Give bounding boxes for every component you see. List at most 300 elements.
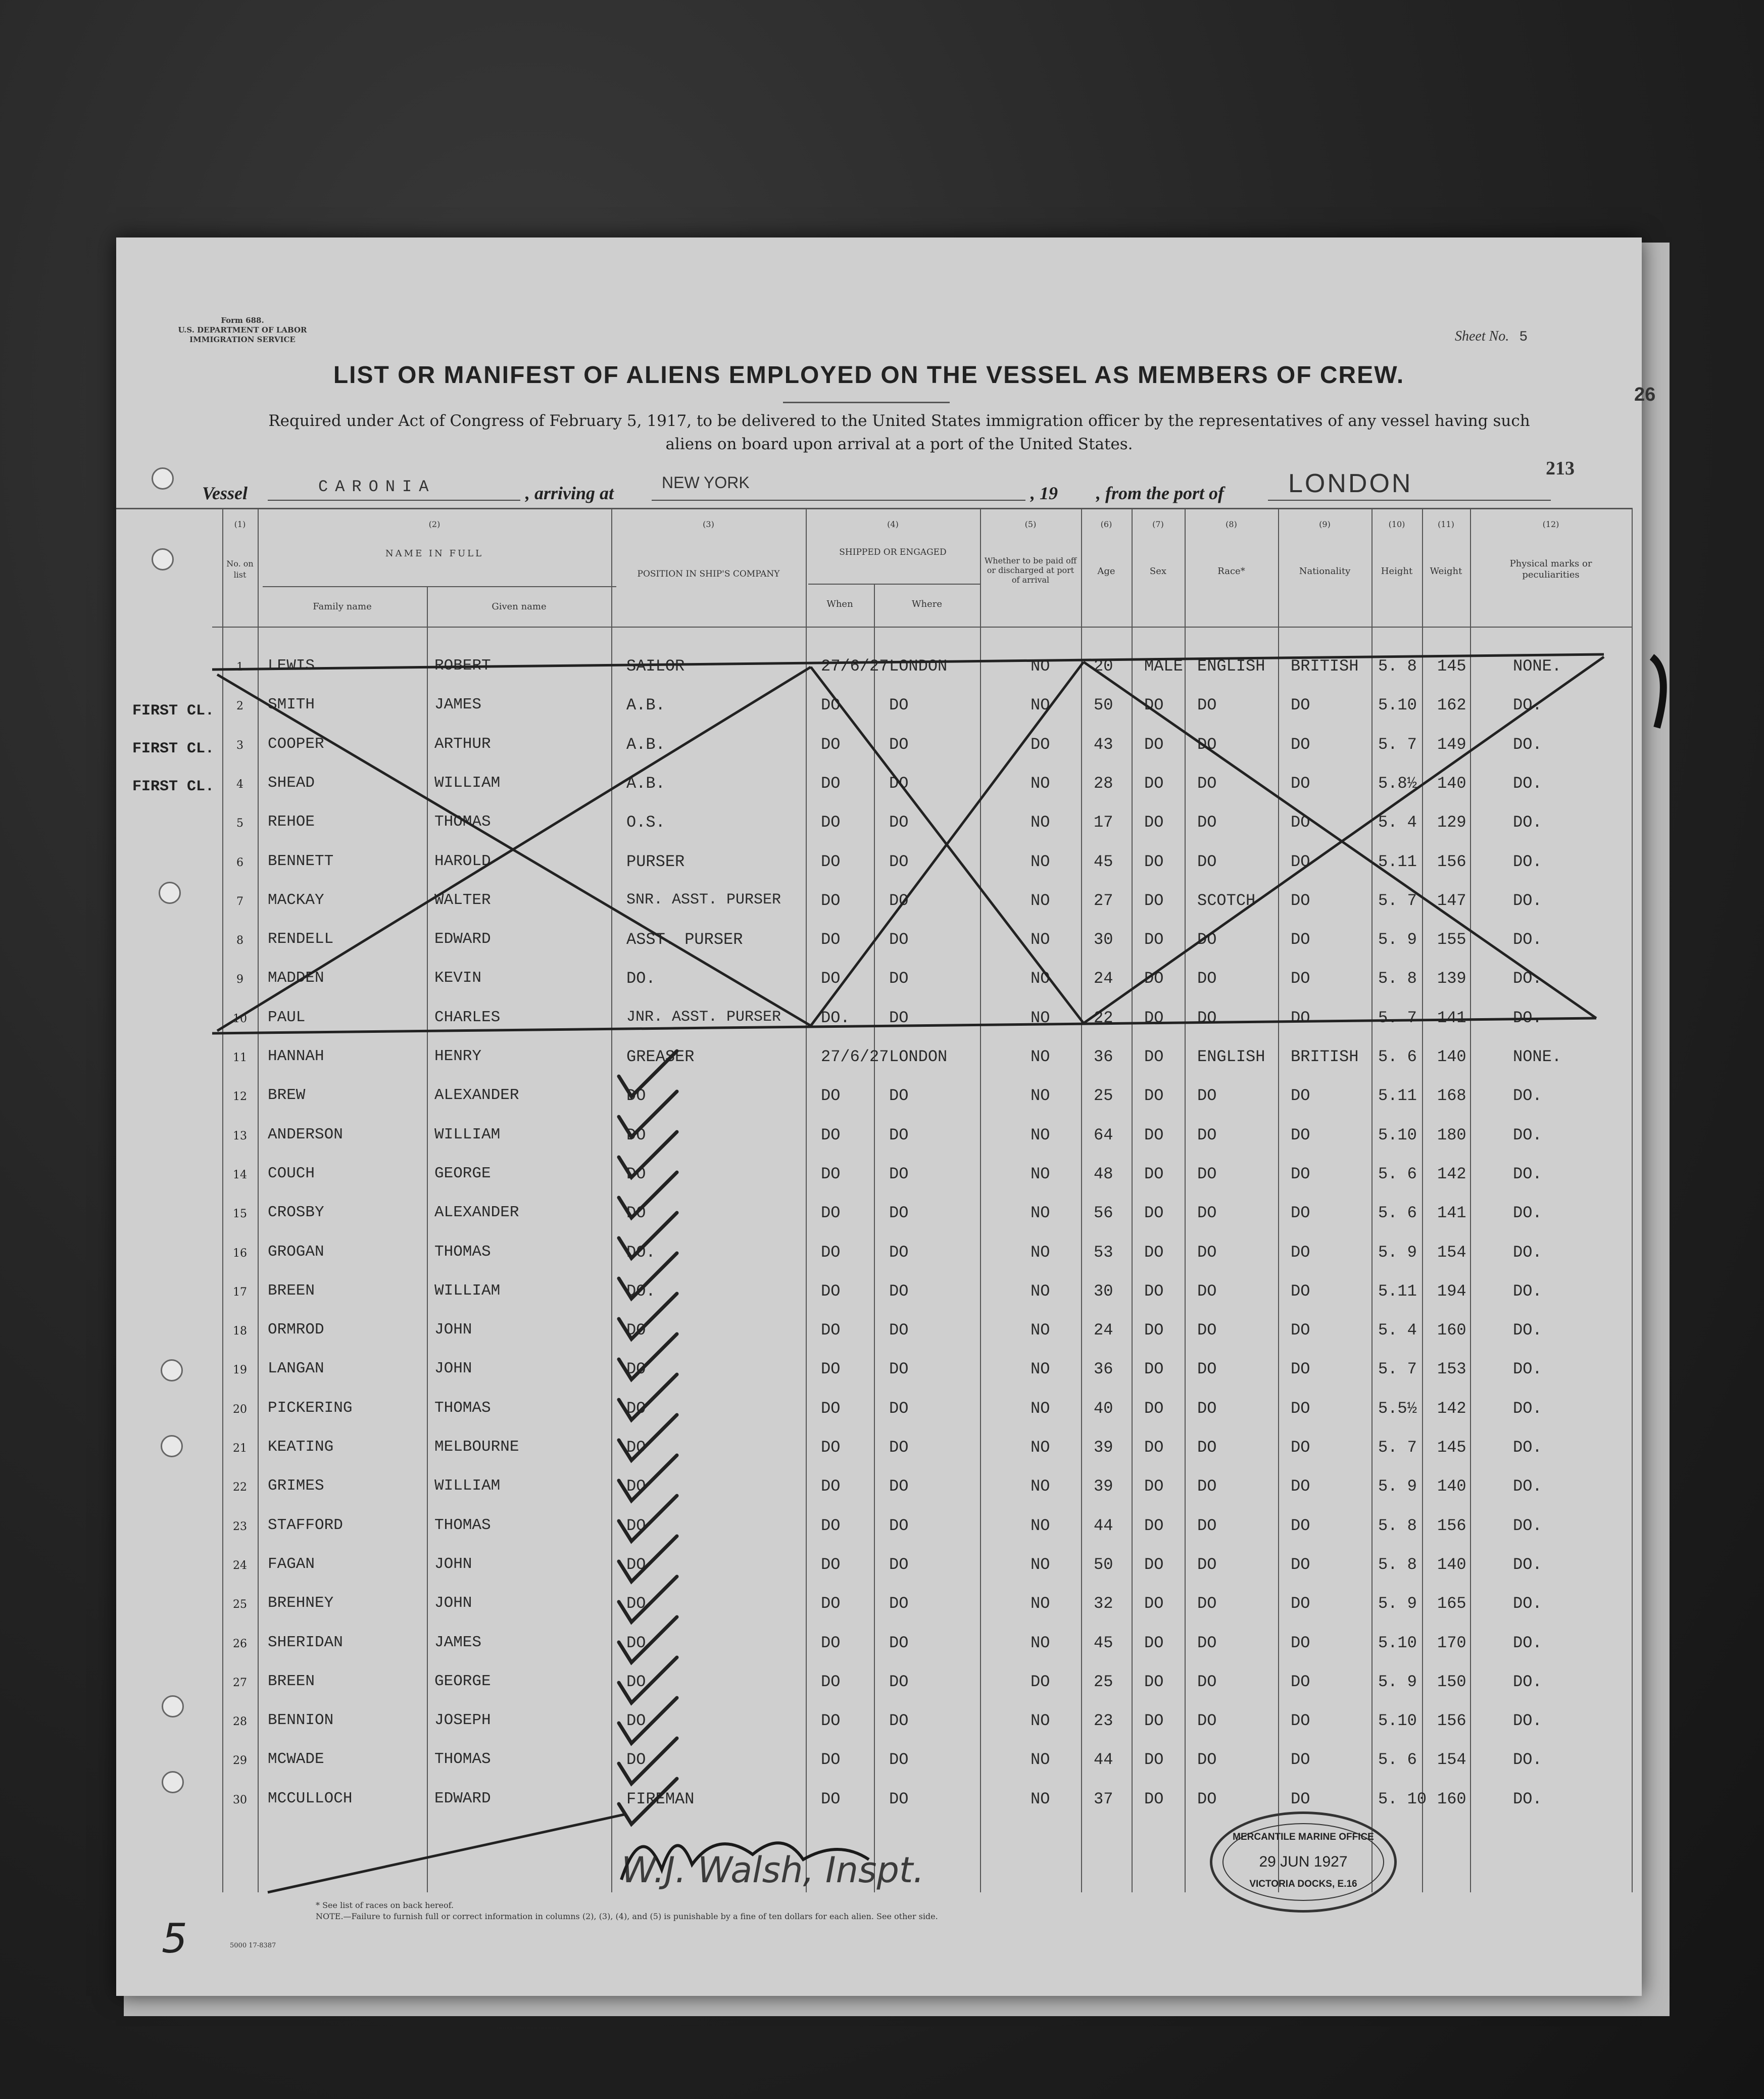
weight-cell: 156 (1437, 1711, 1466, 1731)
shipped-where-cell: DO (889, 1477, 909, 1496)
marks-cell: NONE. (1513, 657, 1562, 676)
height-cell: 5. 6 (1378, 1164, 1417, 1183)
row-number-cell: 29 (233, 1754, 247, 1768)
row-number-cell: 16 (233, 1247, 247, 1260)
col-header-age: Age (1097, 566, 1115, 577)
paid-off-cell: NO (1031, 1164, 1050, 1183)
shipped-where-cell: DO (889, 1164, 909, 1183)
sex-cell: DO (1144, 1164, 1164, 1183)
shipped-where-cell: DO (889, 1008, 909, 1027)
paid-off-cell: NO (1031, 1477, 1050, 1496)
position-cell: DO (626, 1125, 646, 1144)
shipped-when-cell: DO (821, 1711, 841, 1731)
family-name-cell: BENNION (268, 1711, 334, 1730)
given-name-cell: WILLIAM (434, 1125, 501, 1143)
height-cell: 5. 8 (1378, 1516, 1417, 1535)
paid-off-cell: NO (1031, 1281, 1050, 1301)
race-cell: DO (1197, 930, 1217, 949)
marks-cell: DO. (1513, 1594, 1542, 1613)
age-cell: 23 (1094, 1711, 1113, 1731)
race-cell: ENGLISH (1197, 657, 1265, 676)
race-cell: DO (1197, 1789, 1217, 1808)
family-name-cell: KEATING (268, 1438, 334, 1456)
shipped-where-cell: DO (889, 1555, 909, 1574)
shipped-when-cell: DO (821, 1555, 841, 1574)
position-cell: GREASER (626, 1047, 695, 1066)
weight-cell: 156 (1437, 852, 1466, 871)
subtitle-line: Required under Act of Congress of February 5, 1917, to be delivered to the United States immigration officer by the representatives of any vessel having such (268, 412, 1530, 430)
given-name-cell: JOSEPH (434, 1711, 491, 1730)
col-number: (11) (1438, 519, 1454, 529)
height-cell: 5.10 (1378, 696, 1417, 715)
shipped-where-cell: DO (889, 1594, 909, 1613)
position-cell: ASST. PURSER (626, 930, 743, 949)
sex-cell: DO (1144, 1360, 1164, 1379)
height-cell: 5. 8 (1378, 657, 1417, 676)
col-number: (9) (1319, 519, 1331, 529)
marks-cell: DO. (1513, 813, 1542, 832)
age-cell: 28 (1094, 774, 1113, 793)
page-title: LIST OR MANIFEST OF ALIENS EMPLOYED ON THE VESSEL AS MEMBERS OF CREW. (333, 362, 1405, 389)
given-name-cell: JAMES (434, 696, 482, 714)
shipped-when-cell: DO (821, 1243, 841, 1262)
position-cell: DO (626, 1438, 646, 1457)
shipped-when-cell: DO (821, 930, 841, 949)
sex-cell: DO (1144, 1321, 1164, 1340)
form-label: Form 688. (221, 316, 264, 325)
shipped-when-cell: DO (821, 1204, 841, 1223)
sex-cell: DO (1144, 1750, 1164, 1770)
marks-cell: DO. (1513, 1243, 1542, 1262)
row-number-cell: 3 (236, 739, 243, 752)
sex-cell: DO (1144, 1477, 1164, 1496)
weight-cell: 139 (1437, 969, 1466, 988)
age-cell: 25 (1094, 1672, 1113, 1691)
family-name-cell: BREEN (268, 1281, 315, 1300)
shipped-when-cell: DO (821, 1399, 841, 1418)
sex-cell: DO (1144, 1125, 1164, 1144)
nationality-cell: DO (1291, 1204, 1310, 1223)
height-cell: 5. 9 (1378, 1477, 1417, 1496)
age-cell: 39 (1094, 1477, 1113, 1496)
age-cell: 45 (1094, 1633, 1113, 1652)
paid-off-cell: NO (1031, 1086, 1050, 1106)
age-cell: 48 (1094, 1164, 1113, 1183)
shipped-where-cell: DO (889, 696, 909, 715)
col-number: (8) (1226, 519, 1237, 529)
age-cell: 37 (1094, 1789, 1113, 1808)
margin-annotation: FIRST CL. (132, 702, 215, 720)
strike-line (217, 667, 811, 1031)
paid-off-cell: NO (1031, 1711, 1050, 1731)
nationality-cell: DO (1291, 1594, 1310, 1613)
shipped-where-cell: DO (889, 813, 909, 832)
race-cell: DO (1197, 1477, 1217, 1496)
position-cell: DO (626, 1399, 646, 1418)
age-cell: 20 (1094, 657, 1113, 676)
sex-cell: DO (1144, 1204, 1164, 1223)
paid-off-cell: NO (1031, 969, 1050, 988)
row-number-cell: 24 (233, 1559, 247, 1572)
shipped-when-cell: DO (821, 1633, 841, 1652)
row-number-cell: 6 (236, 856, 243, 869)
race-cell: DO (1197, 852, 1217, 871)
height-cell: 5. 6 (1378, 1047, 1417, 1066)
family-name-cell: BREW (268, 1086, 306, 1105)
marks-cell: DO. (1513, 1789, 1542, 1808)
row-number-cell: 5 (236, 817, 243, 830)
paid-off-cell: NO (1031, 1360, 1050, 1379)
nationality-cell: DO (1291, 1516, 1310, 1535)
shipped-where-cell: LONDON (889, 657, 948, 676)
row-number-cell: 17 (233, 1285, 247, 1299)
race-cell: DO (1197, 1008, 1217, 1027)
age-cell: 56 (1094, 1204, 1113, 1223)
nationality-cell: DO (1291, 1633, 1310, 1652)
paid-off-cell: NO (1031, 1125, 1050, 1144)
height-cell: 5.11 (1378, 1086, 1417, 1106)
height-cell: 5. 7 (1378, 735, 1417, 754)
marks-cell: DO. (1513, 1477, 1542, 1496)
sheet-value: 5 (1519, 329, 1528, 345)
marks-cell: DO. (1513, 1516, 1542, 1535)
position-cell: DO (626, 1477, 646, 1496)
margin-number-top: 26 (1634, 384, 1656, 405)
position-cell: DO (626, 1204, 646, 1223)
family-name-cell: PAUL (268, 1008, 306, 1026)
sex-cell: DO (1144, 1399, 1164, 1418)
weight-cell: 194 (1437, 1281, 1466, 1301)
race-cell: DO (1197, 1204, 1217, 1223)
shipped-where-cell: DO (889, 1360, 909, 1379)
shipped-where-cell: LONDON (889, 1047, 948, 1066)
race-cell: DO (1197, 1321, 1217, 1340)
weight-cell: 140 (1437, 1555, 1466, 1574)
given-name-cell: ALEXANDER (434, 1086, 519, 1105)
shipped-where-cell: DO (889, 969, 909, 988)
nationality-cell: DO (1291, 1711, 1310, 1731)
subtitle-line: aliens on board upon arrival at a port of the United States. (665, 435, 1133, 453)
shipped-when-cell: DO (821, 852, 841, 871)
shipped-when-cell: DO. (821, 1008, 850, 1027)
row-number-cell: 15 (233, 1208, 247, 1221)
shipped-where-cell: DO (889, 1672, 909, 1691)
nationality-cell: DO (1291, 1086, 1310, 1106)
paid-off-cell: NO (1031, 1047, 1050, 1066)
nationality-cell: DO (1291, 813, 1310, 832)
family-name-cell: ORMROD (268, 1321, 324, 1339)
age-cell: 50 (1094, 696, 1113, 715)
col-number: (1) (234, 519, 246, 529)
family-name-cell: MCCULLOCH (268, 1789, 353, 1807)
family-name-cell: MCWADE (268, 1750, 324, 1769)
shipped-where-cell: DO (889, 1243, 909, 1262)
given-name-cell: JOHN (434, 1594, 472, 1612)
weight-cell: 150 (1437, 1672, 1466, 1691)
age-cell: 53 (1094, 1243, 1113, 1262)
nationality-cell: DO (1291, 1399, 1310, 1418)
family-name-cell: RENDELL (268, 930, 334, 948)
family-name-cell: BREHNEY (268, 1594, 334, 1612)
shipped-when-cell: 27/6/27 (821, 1047, 889, 1066)
race-cell: DO (1197, 1438, 1217, 1457)
shipped-when-cell: DO (821, 1321, 841, 1340)
shipped-where-cell: DO (889, 1516, 909, 1535)
position-cell: PURSER (626, 852, 685, 871)
row-number-cell: 20 (233, 1403, 247, 1416)
marks-cell: DO. (1513, 969, 1542, 988)
nationality-cell: DO (1291, 1008, 1310, 1027)
col-header-race: Race* (1217, 566, 1245, 577)
row-number-cell: 19 (233, 1364, 247, 1377)
row-number-cell: 21 (233, 1442, 247, 1455)
paid-off-cell: NO (1031, 696, 1050, 715)
service-label: IMMIGRATION SERVICE (189, 335, 296, 344)
given-name-cell: WILLIAM (434, 774, 501, 792)
given-name-cell: WILLIAM (434, 1281, 501, 1300)
nationality-cell: DO (1291, 1438, 1310, 1457)
position-cell: O.S. (626, 813, 665, 832)
marks-cell: DO. (1513, 1750, 1542, 1770)
weight-cell: 140 (1437, 774, 1466, 793)
paid-off-cell: NO (1031, 891, 1050, 910)
nationality-cell: DO (1291, 1360, 1310, 1379)
race-cell: DO (1197, 1360, 1217, 1379)
nationality-cell: DO (1291, 930, 1310, 949)
shipped-where-cell: DO (889, 930, 909, 949)
race-cell: DO (1197, 1086, 1217, 1106)
shipped-where-cell: DO (889, 1633, 909, 1652)
given-name-cell: ALEXANDER (434, 1204, 519, 1222)
col-header-paid: Whether to be paid off or discharged at port of arrival (984, 556, 1077, 585)
given-name-cell: ARTHUR (434, 735, 491, 753)
weight-cell: 140 (1437, 1047, 1466, 1066)
given-name-cell: THOMAS (434, 1750, 491, 1769)
race-cell: SCOTCH (1197, 891, 1256, 910)
nationality-cell: DO (1291, 735, 1310, 754)
shipped-when-cell: DO (821, 1438, 841, 1457)
position-cell: JNR. ASST. PURSER (626, 1008, 781, 1026)
from-port: LONDON (1288, 469, 1413, 498)
position-cell: A.B. (626, 696, 665, 715)
given-name-cell: MELBOURNE (434, 1438, 519, 1456)
marks-cell: DO. (1513, 1399, 1542, 1418)
marks-cell: DO. (1513, 1008, 1542, 1027)
row-number-cell: 22 (233, 1481, 247, 1494)
paid-off-cell: NO (1031, 813, 1050, 832)
paid-off-cell: NO (1031, 657, 1050, 676)
vessel-label: Vessel (202, 483, 248, 503)
race-cell: DO (1197, 1672, 1217, 1691)
marks-cell: DO. (1513, 1711, 1542, 1731)
row-number-cell: 25 (233, 1598, 247, 1611)
col-header-when: When (826, 599, 853, 609)
position-cell: DO (626, 1594, 646, 1613)
weight-cell: 142 (1437, 1164, 1466, 1183)
shipped-when-cell: DO (821, 891, 841, 910)
col-number: (4) (887, 519, 899, 529)
marks-cell: DO. (1513, 696, 1542, 715)
family-name-cell: LANGAN (268, 1360, 324, 1378)
age-cell: 36 (1094, 1047, 1113, 1066)
shipped-when-cell: DO (821, 696, 841, 715)
marks-cell: DO. (1513, 1633, 1542, 1652)
height-cell: 5. 7 (1378, 891, 1417, 910)
race-cell: DO (1197, 1711, 1217, 1731)
row-number-cell: 4 (236, 778, 243, 791)
marks-cell: DO. (1513, 1125, 1542, 1144)
marks-cell: DO. (1513, 1555, 1542, 1574)
row-number-cell: 30 (233, 1793, 247, 1806)
height-cell: 5.5½ (1378, 1399, 1417, 1418)
sex-cell: DO (1144, 1047, 1164, 1066)
weight-cell: 141 (1437, 1204, 1466, 1223)
sex-cell: DO (1144, 1711, 1164, 1731)
sex-cell: DO (1144, 1555, 1164, 1574)
footer-print-code: 5000 17-8387 (230, 1942, 276, 1949)
weight-cell: 145 (1437, 1438, 1466, 1457)
col-number: (12) (1542, 519, 1559, 529)
shipped-when-cell: DO (821, 1789, 841, 1808)
given-name-cell: HAROLD (434, 852, 491, 870)
family-name-cell: GROGAN (268, 1243, 324, 1261)
height-cell: 5.10 (1378, 1633, 1417, 1652)
footer-note-penalty: NOTE.—Failure to furnish full or correct information in columns (2), (3), (4), and (5) is punishable by a fine of ten dollars for each alien. See other side. (316, 1912, 938, 1921)
sex-cell: DO (1144, 774, 1164, 793)
row-number-cell: 26 (233, 1637, 247, 1650)
sex-cell: DO (1144, 813, 1164, 832)
position-cell: DO (626, 1555, 646, 1574)
marks-cell: DO. (1513, 774, 1542, 793)
height-cell: 5. 10 (1378, 1789, 1427, 1808)
family-name-cell: MADDEN (268, 969, 324, 987)
given-name-cell: THOMAS (434, 1399, 491, 1417)
family-name-cell: LEWIS (268, 657, 315, 675)
shipped-where-cell: DO (889, 1321, 909, 1340)
height-cell: 5. 9 (1378, 930, 1417, 949)
stamp-top-text: MERCANTILE MARINE OFFICE (1233, 1832, 1374, 1842)
nationality-cell: DO (1291, 696, 1310, 715)
paid-off-cell: NO (1031, 1399, 1050, 1418)
height-cell: 5.10 (1378, 1125, 1417, 1144)
position-cell: DO (626, 1633, 646, 1652)
weight-cell: 149 (1437, 735, 1466, 754)
age-cell: 24 (1094, 1321, 1113, 1340)
paid-off-cell: NO (1031, 852, 1050, 871)
nationality-cell: DO (1291, 1750, 1310, 1770)
given-name-cell: KEVIN (434, 969, 482, 987)
shipped-when-cell: DO (821, 1281, 841, 1301)
col-number: (2) (428, 519, 440, 529)
given-name-cell: GEORGE (434, 1672, 491, 1690)
marks-cell: DO. (1513, 852, 1542, 871)
family-name-cell: MACKAY (268, 891, 324, 909)
tick-marks (619, 1051, 677, 1824)
age-cell: 39 (1094, 1438, 1113, 1457)
paid-off-cell: NO (1031, 1438, 1050, 1457)
age-cell: 32 (1094, 1594, 1113, 1613)
height-cell: 5. 9 (1378, 1672, 1417, 1691)
shipped-when-cell: DO (821, 1360, 841, 1379)
row-number-cell: 28 (233, 1715, 247, 1729)
paid-off-cell: NO (1031, 1633, 1050, 1652)
nationality-cell: DO (1291, 1125, 1310, 1144)
weight-cell: 140 (1437, 1477, 1466, 1496)
weight-cell: 154 (1437, 1243, 1466, 1262)
family-name-cell: REHOE (268, 813, 315, 831)
sex-cell: DO (1144, 891, 1164, 910)
race-cell: DO (1197, 1164, 1217, 1183)
race-cell: DO (1197, 1243, 1217, 1262)
height-cell: 5. 9 (1378, 1243, 1417, 1262)
age-cell: 30 (1094, 930, 1113, 949)
weight-cell: 145 (1437, 657, 1466, 676)
weight-cell: 160 (1437, 1321, 1466, 1340)
marks-cell: DO. (1513, 1438, 1542, 1457)
race-cell: DO (1197, 1594, 1217, 1613)
nationality-cell: BRITISH (1291, 657, 1359, 676)
sex-cell: DO (1144, 1008, 1164, 1027)
weight-cell: 162 (1437, 696, 1466, 715)
family-name-cell: SHEAD (268, 774, 315, 792)
shipped-where-cell: DO (889, 1711, 909, 1731)
weight-cell: 141 (1437, 1008, 1466, 1027)
paper-edge-mark (1652, 657, 1663, 728)
shipped-where-cell: DO (889, 1125, 909, 1144)
marks-cell: DO. (1513, 1086, 1542, 1106)
race-cell: DO (1197, 696, 1217, 715)
position-cell: DO (626, 1672, 646, 1691)
nationality-cell: DO (1291, 1477, 1310, 1496)
nationality-cell: DO (1291, 891, 1310, 910)
paid-off-cell: DO (1031, 735, 1050, 754)
sex-cell: DO (1144, 969, 1164, 988)
height-cell: 5.11 (1378, 1281, 1417, 1301)
age-cell: 45 (1094, 852, 1113, 871)
weight-cell: 180 (1437, 1125, 1466, 1144)
nationality-cell: DO (1291, 1672, 1310, 1691)
weight-cell: 147 (1437, 891, 1466, 910)
col-header-sex: Sex (1149, 566, 1167, 577)
height-cell: 5. 6 (1378, 1204, 1417, 1223)
shipped-when-cell: DO (821, 1672, 841, 1691)
weight-cell: 155 (1437, 930, 1466, 949)
sex-cell: DO (1144, 1438, 1164, 1457)
height-cell: 5. 6 (1378, 1750, 1417, 1770)
given-name-cell: THOMAS (434, 1243, 491, 1261)
nationality-cell: DO (1291, 1321, 1310, 1340)
position-cell: SNR. ASST. PURSER (626, 891, 781, 909)
footer-note-races: * See list of races on back hereof. (316, 1900, 454, 1910)
col-header-weight: Weight (1430, 566, 1462, 577)
age-cell: 24 (1094, 969, 1113, 988)
paid-off-cell: NO (1031, 1008, 1050, 1027)
arriving-port: NEW YORK (662, 473, 750, 492)
race-cell: DO (1197, 735, 1217, 754)
given-name-cell: JOHN (434, 1555, 472, 1573)
height-cell: 5.11 (1378, 852, 1417, 871)
shipped-where-cell: DO (889, 1750, 909, 1770)
shipped-when-cell: DO (821, 774, 841, 793)
position-cell: DO (626, 1750, 646, 1770)
family-name-cell: SHERIDAN (268, 1633, 343, 1651)
shipped-when-cell: DO (821, 1125, 841, 1144)
nationality-cell: DO (1291, 1243, 1310, 1262)
age-cell: 44 (1094, 1750, 1113, 1770)
paid-off-cell: NO (1031, 1555, 1050, 1574)
shipped-when-cell: DO (821, 1516, 841, 1535)
given-name-cell: GEORGE (434, 1164, 491, 1182)
